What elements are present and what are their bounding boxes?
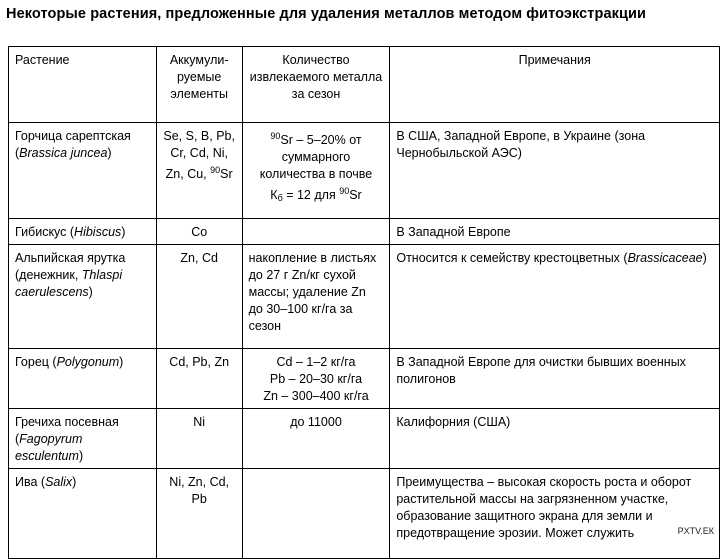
plant-cell [9,409,157,469]
header-amount: Количество извлекаемого металла за сезон [242,47,390,123]
header-plant: Растение [9,47,157,123]
notes-text-cutoff: предотвращение эрозии. Может служить [396,526,635,540]
page-title: Некоторые растения, предложенные для удаления металлов методом фитоэкстракции [6,6,647,22]
elements-cell: Ni [156,409,242,469]
notes-text: Преимущества – высокая скорость роста и оборот растительной массы на загрязненном участке, образование защитного экрана для земли и [396,475,692,523]
plant-name: Альпийская ярутка (денежник, [15,251,126,282]
notes-cell: В Западной Европе для очистки бывших военных полигонов [390,349,720,409]
elements-cell: Co [156,219,242,245]
table-row [9,469,720,559]
plant-latin: Hibiscus [74,225,122,239]
header-accumulated: Аккумули-руемые элементы [156,47,242,123]
plant-latin: Polygonum [56,355,120,369]
coefficient-value: = 12 для [286,188,336,202]
amount-line: Zn – 300–400 кг/га [263,389,369,403]
amount-cell: до 11000 [242,409,390,469]
header-notes: Примечания [390,47,720,123]
plant-paren: ) [121,225,126,239]
plant-cell: Горчица сарептская (Brassica juncea) [9,123,157,219]
table-header-row [9,47,720,123]
plant-latin: Brassica juncea [19,146,108,160]
notes-cell [390,245,720,349]
table-row [9,219,720,245]
plant-latin: Fagopyrum esculentum [15,432,83,463]
amount-cell [242,469,390,559]
plant-paren: ) [78,449,84,463]
amount-line: Cd – 1–2 кг/га [276,355,356,369]
isotope-mass: 90 [339,186,350,196]
table-row [9,409,720,469]
plant-cell [9,469,157,559]
plant-name: Ива ( [15,475,46,489]
plant-cell [9,245,157,349]
coefficient-subscript: б [277,193,283,203]
notes-latin: Brassicaceae [627,251,703,265]
table-row [9,123,720,219]
plant-name: Гибискус ( [15,225,75,239]
notes-cell [390,469,720,559]
isotope-symbol: Sr [349,188,362,202]
plant-paren: ) [119,355,124,369]
elements-cell [156,123,242,219]
amount-cell [242,219,390,245]
notes-cell: В Западной Европе [390,219,720,245]
notes-cell: В США, Западной Европе, в Украине (зона Чернобыльской АЭС) [390,123,720,219]
plant-cell [9,349,157,409]
amount-cell: накопление в листьях до 27 г Zn/кг сухой массы; удаление Zn до 30–100 кг/га за сезон [242,245,390,349]
notes-text: Относится к семейству крестоцветных ( [396,251,628,265]
isotope-mass: 90 [270,131,281,141]
plant-name: Горчица сарептская [15,129,131,143]
amount-cell [242,349,390,409]
amount-text: Sr – 5–20% от суммарного количества в почве [259,133,373,181]
notes-cell: Калифорния (США) [390,409,720,469]
isotope-symbol: Sr [220,167,233,181]
elements-cell: Zn, Cd [156,245,242,349]
amount-line: Pb – 20–30 кг/га [269,372,363,386]
watermark: PXTV.ЕК [677,526,714,536]
elements-cell: Cd, Pb, Zn [156,349,242,409]
plants-table [8,46,720,559]
plant-name: Горец ( [15,355,57,369]
plant-paren: ) [72,475,77,489]
plant-cell [9,219,157,245]
notes-paren: ) [702,251,707,265]
elements-cell: Ni, Zn, Cd, Pb [156,469,242,559]
table-row [9,245,720,349]
amount-cell [242,123,390,219]
elements-text: Se, S, B, Pb, Cr, Cd, Ni, Zn, Cu, [163,129,235,181]
plant-paren: ) [88,285,93,299]
plant-name: Гречиха посевная ( [15,415,119,446]
isotope-mass: 90 [210,165,221,175]
plant-latin: Salix [45,475,73,489]
table-row [9,349,720,409]
plant-latin: Thlaspi caerulescens [15,268,123,299]
coefficient-label: К [270,188,278,202]
